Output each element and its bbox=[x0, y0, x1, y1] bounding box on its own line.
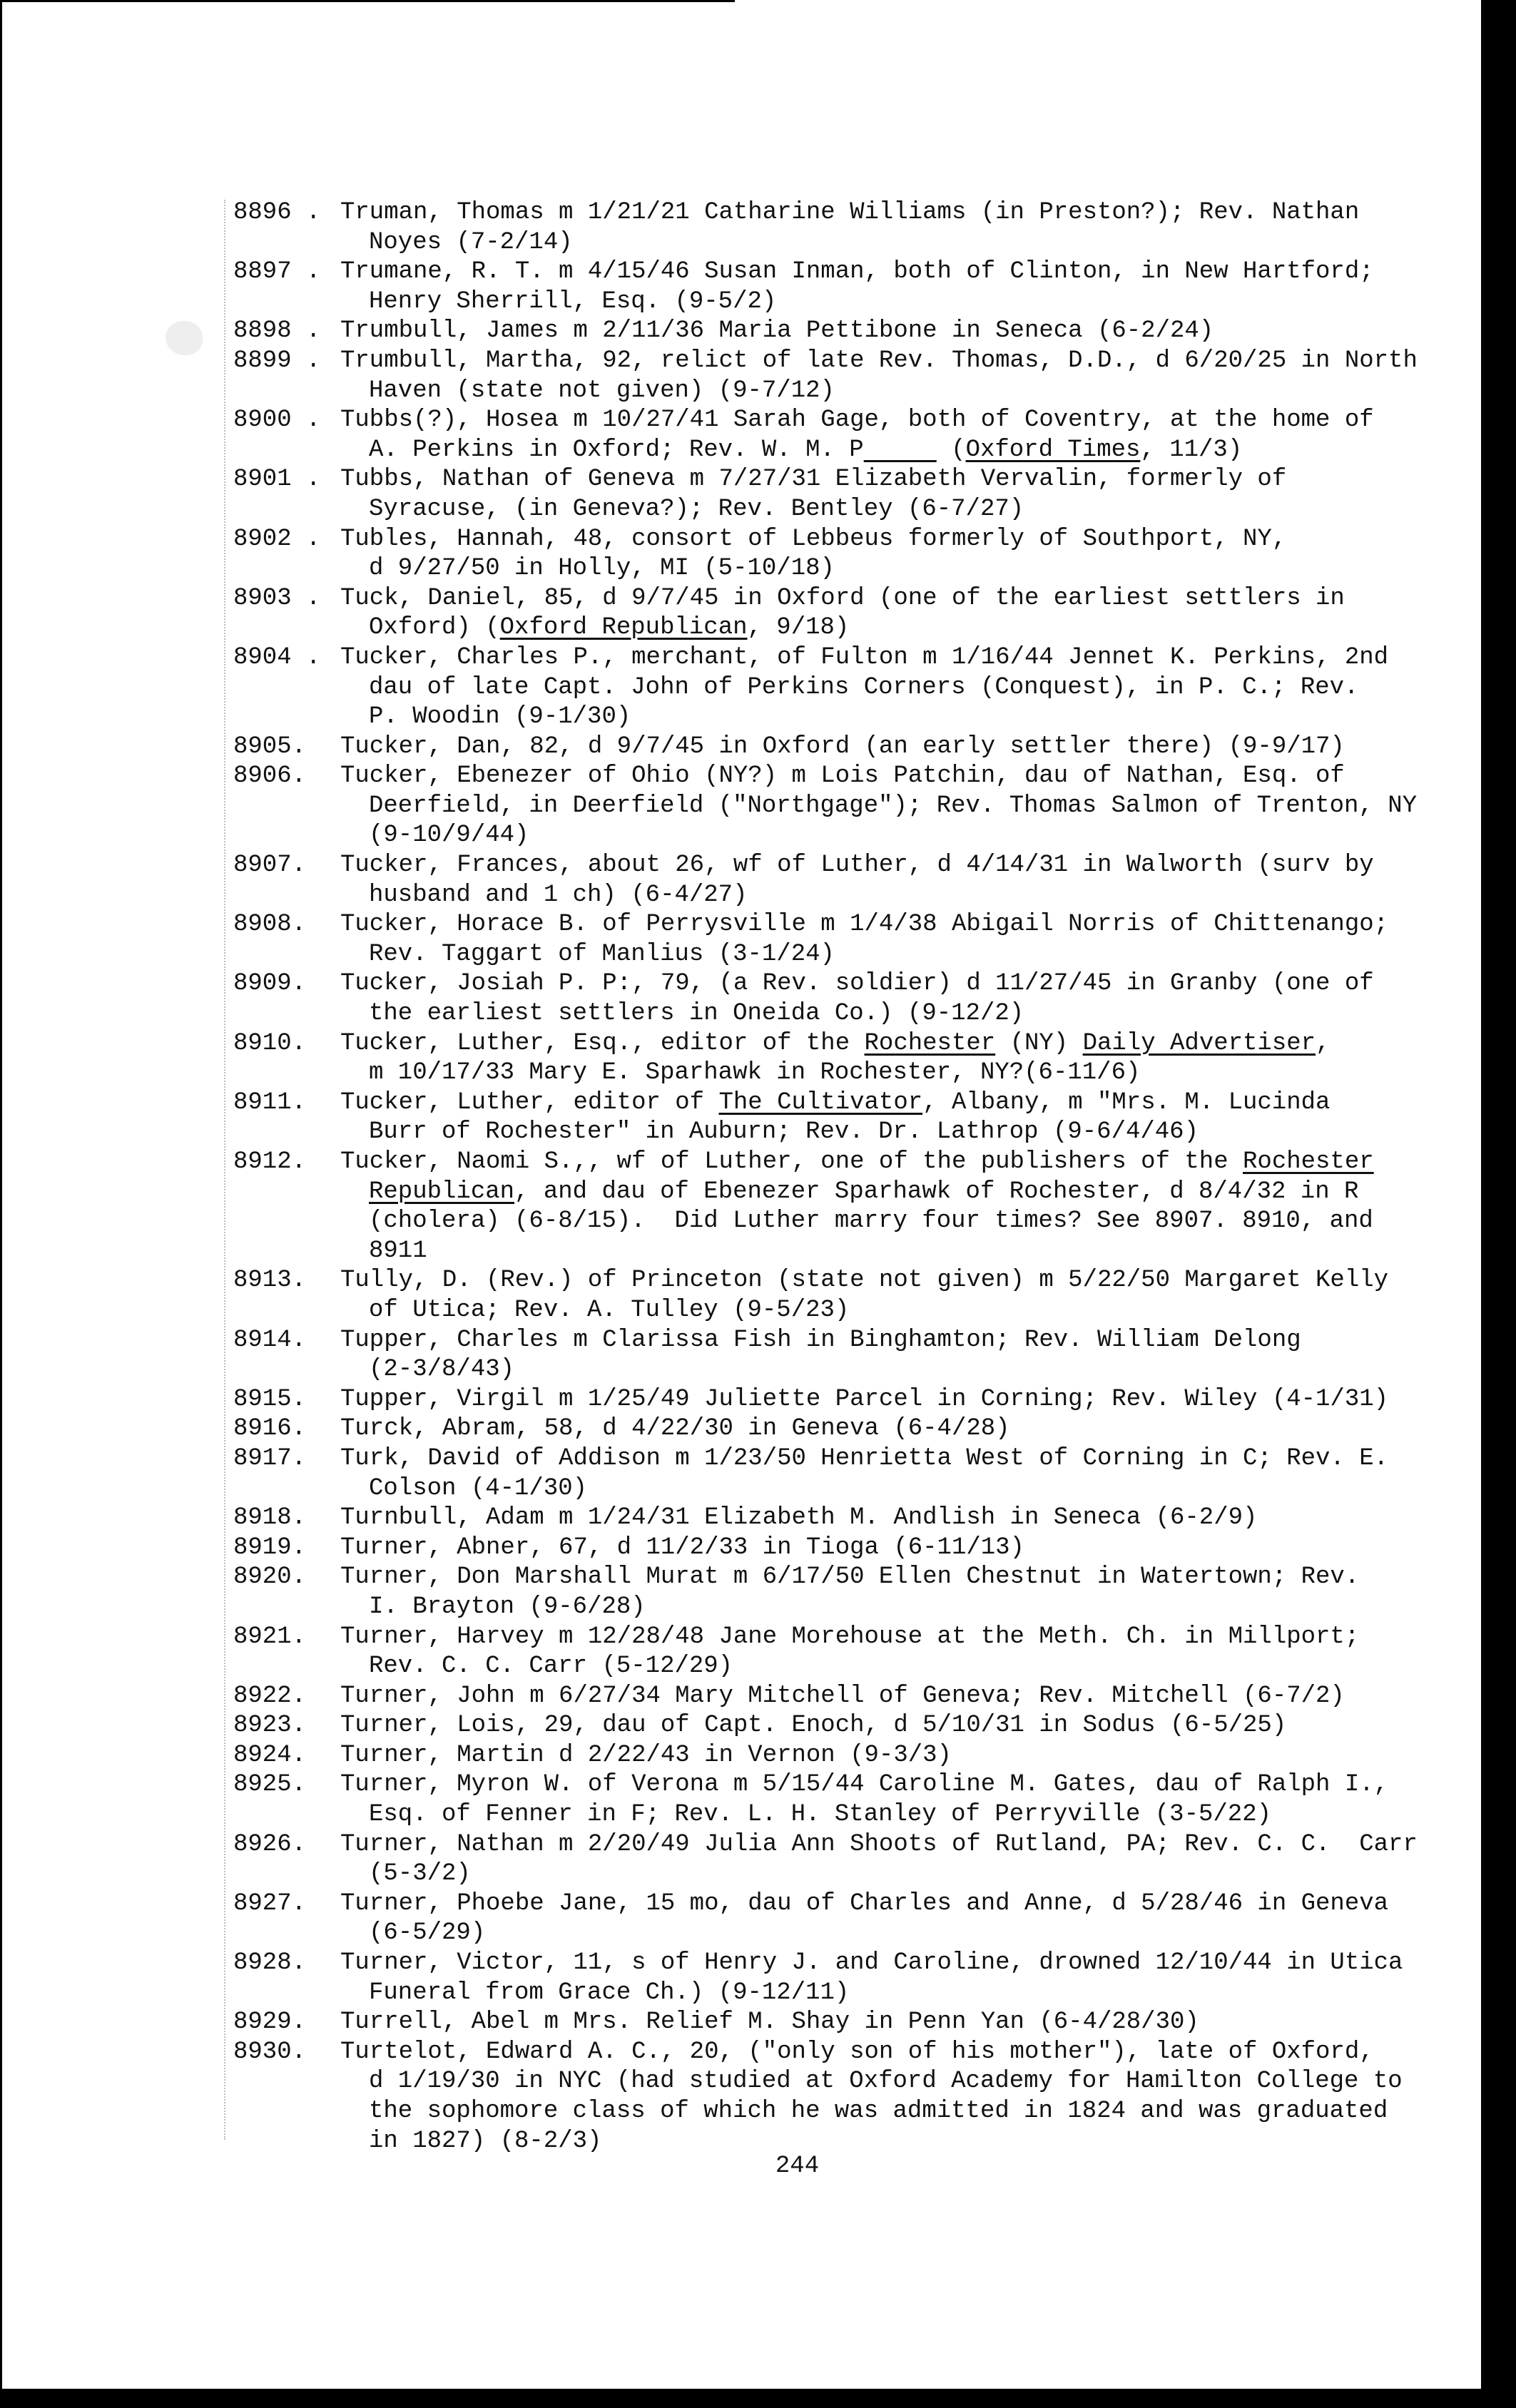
text-segment: Turner, Harvey m 12/28/48 Jane Morehouse at the Meth. Ch. in Millport; bbox=[340, 1623, 1360, 1651]
text-segment: the earliest settlers in Oneida Co.) (9-12/2) bbox=[369, 1000, 1024, 1028]
text-segment: P. Woodin (9-1/30) bbox=[369, 703, 631, 731]
record-entry bbox=[233, 1741, 1446, 1771]
record-first-line bbox=[340, 1770, 1446, 1800]
underlined-title bbox=[864, 437, 937, 464]
record-entry bbox=[233, 525, 1446, 584]
record-first-line bbox=[340, 1711, 1446, 1741]
record-entry bbox=[233, 584, 1446, 643]
record-continuation-line bbox=[340, 673, 1446, 703]
record-text bbox=[340, 465, 1446, 524]
record-first-line bbox=[340, 2038, 1446, 2068]
record-text bbox=[340, 851, 1446, 910]
text-segment: Oxford) ( bbox=[369, 614, 500, 642]
text-segment: Haven (state not given) (9-7/12) bbox=[369, 377, 835, 404]
record-first-line bbox=[340, 733, 1446, 762]
text-segment: Tully, D. (Rev.) of Princeton (state not given) m 5/22/50 Margaret Kelly bbox=[340, 1267, 1389, 1295]
record-entry bbox=[233, 1444, 1446, 1504]
record-first-line bbox=[340, 1949, 1446, 1979]
record-first-line bbox=[340, 2008, 1446, 2038]
record-first-line bbox=[340, 1088, 1446, 1118]
record-entry bbox=[233, 406, 1446, 465]
record-text bbox=[340, 1444, 1446, 1504]
record-number: 8915. bbox=[233, 1385, 307, 1413]
text-segment: , 11/3) bbox=[1140, 436, 1243, 464]
record-number: 8926. bbox=[233, 1830, 307, 1858]
record-first-line bbox=[340, 762, 1446, 792]
record-continuation-line bbox=[340, 1118, 1446, 1148]
record-number: 8903 . bbox=[233, 584, 321, 612]
text-segment: Turner, Victor, 11, s of Henry J. and Caroline, drowned 12/10/44 in Utica bbox=[340, 1949, 1403, 1977]
text-segment: Turck, Abram, 58, d 4/22/30 in Geneva (6-4/28) bbox=[340, 1415, 1010, 1443]
text-segment: Turk, David of Addison m 1/23/50 Henrietta West of Corning in C; Rev. E. bbox=[340, 1444, 1389, 1472]
record-number: 8912. bbox=[233, 1148, 307, 1175]
record-entry bbox=[233, 1623, 1446, 1682]
text-segment: Turrell, Abel m Mrs. Relief M. Shay in Penn Yan (6-4/28/30) bbox=[340, 2009, 1199, 2036]
record-continuation-line bbox=[340, 228, 1446, 258]
record-entry bbox=[233, 1029, 1446, 1088]
scan-bottom-border bbox=[0, 2389, 1516, 2408]
record-continuation-line bbox=[340, 1058, 1446, 1088]
text-segment: Turner, Abner, 67, d 11/2/33 in Tioga (6-11/13) bbox=[340, 1534, 1024, 1561]
record-continuation-line bbox=[340, 999, 1446, 1029]
record-text bbox=[340, 1414, 1446, 1444]
record-text bbox=[340, 643, 1446, 733]
text-segment: Henry Sherrill, Esq. (9-5/2) bbox=[369, 287, 777, 315]
record-number: 8925. bbox=[233, 1771, 307, 1799]
record-text bbox=[340, 969, 1446, 1029]
record-number: 8918. bbox=[233, 1504, 307, 1532]
record-continuation-line bbox=[340, 1355, 1446, 1385]
record-number: 8900 . bbox=[233, 407, 321, 434]
record-entry bbox=[233, 1385, 1446, 1415]
text-segment: Turner, Myron W. of Verona m 5/15/44 Caroline M. Gates, dau of Ralph I., bbox=[340, 1771, 1389, 1799]
text-segment: Noyes (7-2/14) bbox=[369, 228, 573, 256]
record-entry bbox=[233, 969, 1446, 1029]
record-entry bbox=[233, 257, 1446, 317]
record-text bbox=[340, 1830, 1446, 1889]
record-entry bbox=[233, 643, 1446, 733]
record-entry bbox=[233, 2038, 1446, 2156]
record-entry bbox=[233, 733, 1446, 762]
record-text bbox=[340, 1148, 1446, 1266]
text-segment: (6-5/29) bbox=[369, 1919, 486, 1947]
record-number: 8908. bbox=[233, 911, 307, 939]
text-segment: Syracuse, (in Geneva?); Rev. Bentley (6-7/27) bbox=[369, 495, 1024, 523]
record-number: 8899 . bbox=[233, 347, 321, 374]
record-continuation-line bbox=[340, 1237, 1446, 1267]
text-segment: 8911 bbox=[369, 1237, 427, 1265]
text-segment: Esq. of Fenner in F; Rev. L. H. Stanley of Perryville (3-5/22) bbox=[369, 1801, 1272, 1829]
record-text bbox=[340, 317, 1446, 347]
record-entry bbox=[233, 1770, 1446, 1830]
record-continuation-line bbox=[340, 1859, 1446, 1889]
record-continuation-line bbox=[340, 2067, 1446, 2097]
record-number: 8930. bbox=[233, 2038, 307, 2066]
scan-left-edge-line bbox=[0, 0, 2, 2389]
text-segment: Deerfield, in Deerfield ("Northgage"); Rev. Thomas Salmon of Trenton, NY bbox=[369, 792, 1418, 820]
scan-right-border bbox=[1481, 0, 1516, 2408]
record-first-line bbox=[340, 1741, 1446, 1771]
record-text bbox=[340, 1741, 1446, 1771]
text-segment: Tucker, Horace B. of Perrysville m 1/4/38 Abigail Norris of Chittenango; bbox=[340, 911, 1389, 939]
record-text bbox=[340, 910, 1446, 969]
record-number: 8928. bbox=[233, 1949, 307, 1977]
record-number: 8906. bbox=[233, 762, 307, 790]
text-segment: Rev. C. C. Carr (5-12/29) bbox=[369, 1653, 733, 1680]
record-first-line bbox=[340, 257, 1446, 287]
record-entry bbox=[233, 1148, 1446, 1266]
record-text bbox=[340, 1504, 1446, 1534]
record-number: 8917. bbox=[233, 1444, 307, 1472]
record-text bbox=[340, 347, 1446, 406]
record-text bbox=[340, 1682, 1446, 1712]
record-number: 8919. bbox=[233, 1534, 307, 1561]
text-segment: Trumane, R. T. m 4/15/46 Susan Inman, both of Clinton, in New Hartford; bbox=[340, 258, 1374, 286]
text-segment: Burr of Rochester" in Auburn; Rev. Dr. Lathrop (9-6/4/46) bbox=[369, 1118, 1199, 1146]
record-text bbox=[340, 1534, 1446, 1563]
text-segment: Turner, John m 6/27/34 Mary Mitchell of Geneva; Rev. Mitchell (6-7/2) bbox=[340, 1682, 1345, 1710]
record-first-line bbox=[340, 347, 1446, 377]
record-number: 8904 . bbox=[233, 643, 321, 671]
record-number: 8907. bbox=[233, 852, 307, 879]
record-text bbox=[340, 1623, 1446, 1682]
text-segment: Rev. Taggart of Manlius (3-1/24) bbox=[369, 940, 835, 968]
text-segment: Tucker, Ebenezer of Ohio (NY?) m Lois Patchin, dau of Nathan, Esq. of bbox=[340, 762, 1345, 790]
record-number: 8910. bbox=[233, 1029, 307, 1057]
record-text bbox=[340, 525, 1446, 584]
text-segment: (2-3/8/43) bbox=[369, 1356, 515, 1384]
record-continuation-line bbox=[340, 613, 1446, 643]
text-segment: dau of late Capt. John of Perkins Corners (Conquest), in P. C.; Rev. bbox=[369, 673, 1359, 701]
text-segment: Turner, Don Marshall Murat m 6/17/50 Ellen Chestnut in Watertown; Rev. bbox=[340, 1563, 1360, 1591]
record-number: 8924. bbox=[233, 1741, 307, 1769]
record-entry bbox=[233, 1414, 1446, 1444]
record-continuation-line bbox=[340, 1207, 1446, 1237]
page-smudge bbox=[166, 321, 203, 355]
record-number: 8914. bbox=[233, 1326, 307, 1354]
record-entry bbox=[233, 347, 1446, 406]
record-entry bbox=[233, 1266, 1446, 1325]
record-text bbox=[340, 1385, 1446, 1415]
record-text bbox=[340, 1029, 1446, 1088]
text-segment: m 10/17/33 Mary E. Sparhawk in Rochester, NY?(6-11/6) bbox=[369, 1059, 1141, 1087]
record-entry bbox=[233, 1830, 1446, 1889]
record-continuation-line bbox=[340, 377, 1446, 407]
record-continuation-line bbox=[340, 287, 1446, 317]
record-first-line bbox=[340, 1444, 1446, 1474]
record-first-line bbox=[340, 1504, 1446, 1534]
record-entry bbox=[233, 465, 1446, 524]
text-segment: Tubles, Hannah, 48, consort of Lebbeus formerly of Southport, NY, bbox=[340, 525, 1287, 553]
record-first-line bbox=[340, 910, 1446, 940]
record-first-line bbox=[340, 1534, 1446, 1563]
record-text bbox=[340, 1949, 1446, 2008]
record-continuation-line bbox=[340, 881, 1446, 911]
record-continuation-line bbox=[340, 1296, 1446, 1326]
text-segment: of Utica; Rev. A. Tulley (9-5/23) bbox=[369, 1296, 850, 1324]
underlined-title: The Cultivator bbox=[718, 1088, 923, 1116]
underlined-title: Republican bbox=[369, 1178, 515, 1205]
text-segment: Turner, Phoebe Jane, 15 mo, dau of Charles and Anne, d 5/28/46 in Geneva bbox=[340, 1889, 1389, 1917]
record-continuation-line bbox=[340, 792, 1446, 822]
text-segment: Turner, Nathan m 2/20/49 Julia Ann Shoots of Rutland, PA; Rev. C. C. Carr bbox=[340, 1830, 1418, 1858]
record-text bbox=[340, 2038, 1446, 2156]
record-first-line bbox=[340, 525, 1446, 555]
record-continuation-line bbox=[340, 1593, 1446, 1623]
text-segment: Trumbull, James m 2/11/36 Maria Pettibone in Seneca (6-2/24) bbox=[340, 317, 1214, 345]
text-segment: Turner, Martin d 2/22/43 in Vernon (9-3/3) bbox=[340, 1741, 952, 1769]
record-text bbox=[340, 406, 1446, 465]
record-number: 8923. bbox=[233, 1712, 307, 1740]
record-entry bbox=[233, 851, 1446, 910]
text-segment: (NY) bbox=[995, 1029, 1083, 1057]
record-entry bbox=[233, 1563, 1446, 1622]
margin-dotted-line bbox=[224, 200, 225, 2140]
record-first-line bbox=[340, 198, 1446, 228]
underlined-title: Rochester bbox=[864, 1029, 996, 1057]
record-text bbox=[340, 762, 1446, 851]
record-continuation-line bbox=[340, 1979, 1446, 2009]
record-number: 8929. bbox=[233, 2009, 307, 2036]
text-segment: Tucker, Luther, Esq., editor of the bbox=[340, 1029, 865, 1057]
record-number: 8922. bbox=[233, 1682, 307, 1710]
text-segment: husband and 1 ch) (6-4/27) bbox=[369, 881, 748, 909]
record-number: 8898 . bbox=[233, 317, 321, 345]
record-first-line bbox=[340, 1148, 1446, 1178]
record-first-line bbox=[340, 317, 1446, 347]
record-number: 8901 . bbox=[233, 466, 321, 494]
record-number: 8905. bbox=[233, 733, 307, 760]
record-entry bbox=[233, 198, 1446, 257]
record-first-line bbox=[340, 1889, 1446, 1919]
text-segment: Tucker, Luther, editor of bbox=[340, 1088, 719, 1116]
record-continuation-line bbox=[340, 1178, 1446, 1208]
text-segment: Tubbs(?), Hosea m 10/27/41 Sarah Gage, both of Coventry, at the home of bbox=[340, 407, 1374, 434]
text-segment: ( bbox=[936, 436, 966, 464]
text-segment: Tucker, Dan, 82, d 9/7/45 in Oxford (an early settler there) (9-9/17) bbox=[340, 733, 1345, 760]
record-entry bbox=[233, 1682, 1446, 1712]
record-first-line bbox=[340, 1029, 1446, 1059]
text-segment: in 1827) (8-2/3) bbox=[369, 2127, 602, 2155]
record-first-line bbox=[340, 643, 1446, 673]
record-entry bbox=[233, 1504, 1446, 1534]
text-segment: Tupper, Charles m Clarissa Fish in Binghamton; Rev. William Delong bbox=[340, 1326, 1301, 1354]
record-first-line bbox=[340, 1385, 1446, 1415]
record-first-line bbox=[340, 1682, 1446, 1712]
record-first-line bbox=[340, 1266, 1446, 1296]
record-number: 8911. bbox=[233, 1088, 307, 1116]
text-segment: Tubbs, Nathan of Geneva m 7/27/31 Elizabeth Vervalin, formerly of bbox=[340, 466, 1287, 494]
text-segment: d 1/19/30 in NYC (had studied at Oxford Academy for Hamilton College to bbox=[369, 2068, 1403, 2096]
text-segment: Turnbull, Adam m 1/24/31 Elizabeth M. Andlish in Seneca (6-2/9) bbox=[340, 1504, 1258, 1532]
record-entry bbox=[233, 1326, 1446, 1385]
record-continuation-line bbox=[340, 1474, 1446, 1504]
record-text bbox=[340, 2008, 1446, 2038]
record-number: 8927. bbox=[233, 1889, 307, 1917]
text-segment: Tuck, Daniel, 85, d 9/7/45 in Oxford (one of the earliest settlers in bbox=[340, 584, 1345, 612]
text-segment: (cholera) (6-8/15). Did Luther marry four times? See 8907. 8910, and bbox=[369, 1208, 1373, 1235]
record-first-line bbox=[340, 584, 1446, 614]
record-entry bbox=[233, 1088, 1446, 1148]
record-continuation-line bbox=[340, 2097, 1446, 2127]
text-segment: , and dau of Ebenezer Sparhawk of Rochester, d 8/4/32 in R bbox=[514, 1178, 1359, 1205]
record-first-line bbox=[340, 1830, 1446, 1860]
record-continuation-line bbox=[340, 1919, 1446, 1949]
record-text bbox=[340, 1326, 1446, 1385]
text-segment: , bbox=[1316, 1029, 1331, 1057]
text-segment: (5-3/2) bbox=[369, 1860, 471, 1888]
record-entry bbox=[233, 1949, 1446, 2008]
record-entry bbox=[233, 762, 1446, 851]
record-number: 8921. bbox=[233, 1623, 307, 1651]
text-segment: Truman, Thomas m 1/21/21 Catharine Williams (in Preston?); Rev. Nathan bbox=[340, 199, 1360, 226]
record-first-line bbox=[340, 465, 1446, 495]
text-segment: A. Perkins in Oxford; Rev. W. M. P bbox=[369, 436, 864, 464]
record-text bbox=[340, 1266, 1446, 1325]
record-entry bbox=[233, 910, 1446, 969]
record-entry bbox=[233, 317, 1446, 347]
record-continuation-line bbox=[340, 1652, 1446, 1682]
record-text bbox=[340, 733, 1446, 762]
record-number: 8897 . bbox=[233, 258, 321, 286]
text-segment: Funeral from Grace Ch.) (9-12/11) bbox=[369, 1979, 850, 2006]
text-segment: Tucker, Naomi S.,, wf of Luther, one of the publishers of the bbox=[340, 1148, 1243, 1175]
text-segment: the sophomore class of which he was admitted in 1824 and was graduated bbox=[369, 2098, 1388, 2125]
record-first-line bbox=[340, 1623, 1446, 1653]
record-first-line bbox=[340, 969, 1446, 999]
record-first-line bbox=[340, 1326, 1446, 1356]
text-segment: Tucker, Charles P., merchant, of Fulton m 1/16/44 Jennet K. Perkins, 2nd bbox=[340, 643, 1389, 671]
underlined-title: Oxford Times bbox=[965, 436, 1141, 464]
record-number: 8916. bbox=[233, 1415, 307, 1443]
record-first-line bbox=[340, 406, 1446, 436]
record-continuation-line bbox=[340, 2127, 1446, 2157]
record-continuation-line bbox=[340, 554, 1446, 584]
record-number: 8913. bbox=[233, 1267, 307, 1295]
record-number: 8902 . bbox=[233, 525, 321, 553]
record-text bbox=[340, 1563, 1446, 1622]
record-first-line bbox=[340, 1414, 1446, 1444]
record-continuation-line bbox=[340, 1800, 1446, 1830]
text-segment: d 9/27/50 in Holly, MI (5-10/18) bbox=[369, 555, 835, 583]
text-segment: Tupper, Virgil m 1/25/49 Juliette Parcel in Corning; Rev. Wiley (4-1/31) bbox=[340, 1385, 1389, 1413]
record-first-line bbox=[340, 851, 1446, 881]
record-text bbox=[340, 584, 1446, 643]
record-text bbox=[340, 1770, 1446, 1830]
record-continuation-line bbox=[340, 940, 1446, 970]
scan-top-edge-line bbox=[0, 0, 735, 2]
underlined-title: Oxford Republican bbox=[499, 614, 748, 642]
underlined-title: Daily Advertiser bbox=[1082, 1029, 1316, 1057]
record-entry bbox=[233, 2008, 1446, 2038]
record-entry bbox=[233, 1534, 1446, 1563]
record-number: 8920. bbox=[233, 1563, 307, 1591]
text-segment: (9-10/9/44) bbox=[369, 822, 529, 850]
page-number: 244 bbox=[775, 2153, 820, 2180]
text-segment: Turner, Lois, 29, dau of Capt. Enoch, d 5/10/31 in Sodus (6-5/25) bbox=[340, 1712, 1287, 1740]
record-first-line bbox=[340, 1563, 1446, 1593]
text-segment: , Albany, m "Mrs. M. Lucinda bbox=[922, 1088, 1331, 1116]
text-segment: I. Brayton (9-6/28) bbox=[369, 1593, 646, 1621]
text-segment: , 9/18) bbox=[747, 614, 850, 642]
record-number: 8909. bbox=[233, 970, 307, 998]
text-segment: Trumbull, Martha, 92, relict of late Rev. Thomas, D.D., d 6/20/25 in North bbox=[340, 347, 1418, 374]
record-continuation-line bbox=[340, 703, 1446, 733]
record-text bbox=[340, 198, 1446, 257]
record-continuation-line bbox=[340, 436, 1446, 466]
record-text bbox=[340, 257, 1446, 317]
record-continuation-line bbox=[340, 821, 1446, 851]
underlined-title: Rochester bbox=[1243, 1148, 1374, 1175]
record-continuation-line bbox=[340, 495, 1446, 525]
record-entry bbox=[233, 1889, 1446, 1949]
record-text bbox=[340, 1088, 1446, 1148]
record-number: 8896 . bbox=[233, 199, 321, 226]
record-entry bbox=[233, 1711, 1446, 1741]
record-text bbox=[340, 1889, 1446, 1949]
text-segment: Tucker, Josiah P. P:, 79, (a Rev. soldier) d 11/27/45 in Granby (one of bbox=[340, 970, 1374, 998]
entry-list bbox=[233, 198, 1446, 2156]
text-segment: Tucker, Frances, about 26, wf of Luther, d 4/14/31 in Walworth (surv by bbox=[340, 852, 1374, 879]
record-text bbox=[340, 1711, 1446, 1741]
text-segment: Turtelot, Edward A. C., 20, ("only son of his mother"), late of Oxford, bbox=[340, 2038, 1374, 2066]
text-segment: Colson (4-1/30) bbox=[369, 1474, 588, 1502]
